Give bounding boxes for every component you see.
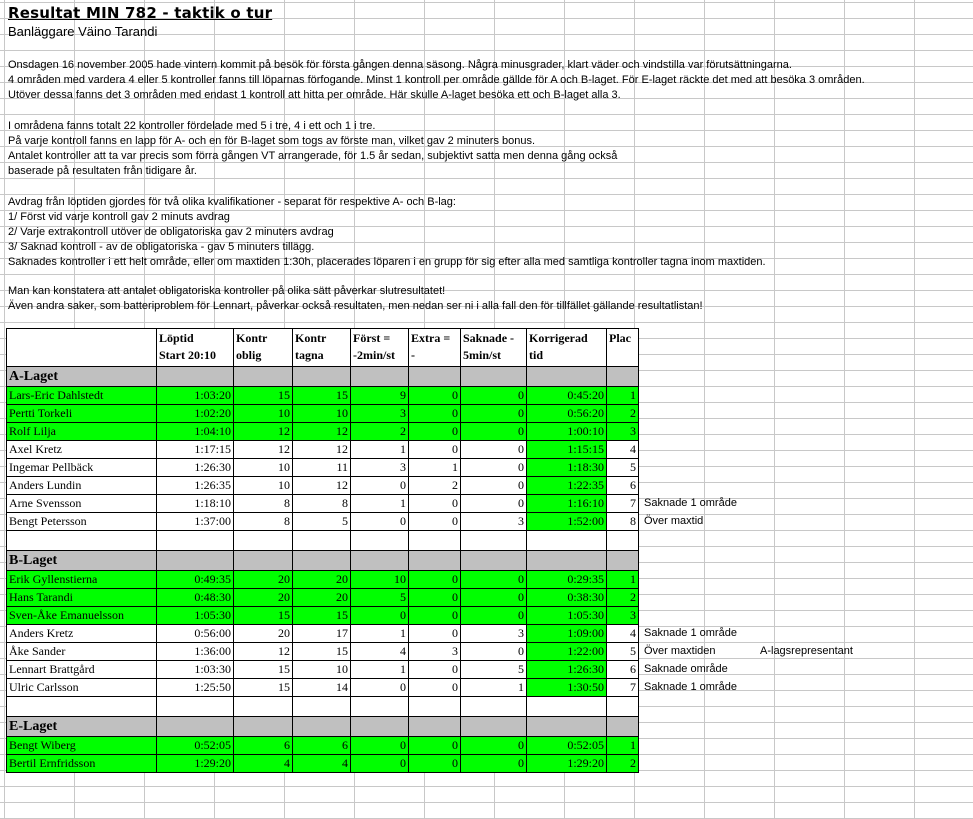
cell-plac: 7 bbox=[607, 495, 639, 513]
cell-saknade: 5 bbox=[461, 661, 527, 679]
group-header-cell bbox=[234, 717, 293, 737]
cell-plac: 3 bbox=[607, 607, 639, 625]
cell-extra: 1 bbox=[409, 459, 461, 477]
column-header-line: oblig bbox=[236, 348, 262, 362]
group-header-cell bbox=[607, 367, 639, 387]
controls-line: Antalet kontroller att ta var precis som förra gången VT arrangerade, för 1.5 år sedan, subjektivt satta men denna gång också bbox=[8, 150, 618, 162]
cell-tagna: 17 bbox=[293, 625, 351, 643]
cell-oblig: 8 bbox=[234, 495, 293, 513]
group-header-row bbox=[7, 717, 639, 737]
cell-forst: 0 bbox=[351, 737, 409, 755]
cell-forst: 1 bbox=[351, 625, 409, 643]
group-header-cell bbox=[607, 717, 639, 737]
page-subtitle: Banläggare Väino Tarandi bbox=[8, 24, 158, 39]
group-header-cell bbox=[461, 717, 527, 737]
cell-plac: 5 bbox=[607, 643, 639, 661]
table-row bbox=[7, 387, 639, 405]
cell-saknade: 0 bbox=[461, 737, 527, 755]
cell-extra: 0 bbox=[409, 661, 461, 679]
page-title: Resultat MIN 782 - taktik o tur bbox=[8, 4, 273, 22]
spacer-cell bbox=[461, 697, 527, 717]
cell-extra: 0 bbox=[409, 405, 461, 423]
cell-extra: 0 bbox=[409, 387, 461, 405]
group-header-cell bbox=[527, 551, 607, 571]
column-header bbox=[234, 329, 293, 367]
cell-forst: 9 bbox=[351, 387, 409, 405]
deductions-line: 3/ Saknad kontroll - av de obligatoriska - gav 5 minuters tillägg. bbox=[8, 241, 315, 253]
intro-paragraph bbox=[8, 58, 865, 103]
cell-saknade: 0 bbox=[461, 477, 527, 495]
cell-plac: 3 bbox=[607, 423, 639, 441]
cell-name: Arne Svensson bbox=[7, 495, 157, 513]
cell-tagna: 11 bbox=[293, 459, 351, 477]
cell-korr: 1:52:00 bbox=[527, 513, 607, 531]
cell-plac: 6 bbox=[607, 661, 639, 679]
cell-extra: 0 bbox=[409, 513, 461, 531]
table-row bbox=[7, 571, 639, 589]
cell-forst: 0 bbox=[351, 679, 409, 697]
cell-tagna: 15 bbox=[293, 387, 351, 405]
group-header-cell bbox=[409, 367, 461, 387]
cell-forst: 0 bbox=[351, 513, 409, 531]
cell-forst: 3 bbox=[351, 459, 409, 477]
cell-forst: 0 bbox=[351, 477, 409, 495]
cell-oblig: 10 bbox=[234, 459, 293, 477]
group-name: B-Laget bbox=[7, 551, 157, 571]
cell-korr: 1:16:10 bbox=[527, 495, 607, 513]
cell-time: 0:48:30 bbox=[157, 589, 234, 607]
group-name: A-Laget bbox=[7, 367, 157, 387]
cell-oblig: 12 bbox=[234, 423, 293, 441]
cell-time: 1:18:10 bbox=[157, 495, 234, 513]
spacer-cell bbox=[7, 697, 157, 717]
cell-name: Erik Gyllenstierna bbox=[7, 571, 157, 589]
column-header-line: Saknade - bbox=[463, 331, 515, 345]
table-row bbox=[7, 441, 639, 459]
cell-oblig: 6 bbox=[234, 737, 293, 755]
spacer-cell bbox=[607, 531, 639, 551]
table-row bbox=[7, 755, 639, 773]
spacer-cell bbox=[409, 531, 461, 551]
table-row bbox=[7, 607, 639, 625]
group-header-row bbox=[7, 551, 639, 571]
cell-plac: 2 bbox=[607, 405, 639, 423]
column-header bbox=[157, 329, 234, 367]
cell-extra: 0 bbox=[409, 441, 461, 459]
spacer-cell bbox=[7, 531, 157, 551]
cell-extra: 2 bbox=[409, 477, 461, 495]
cell-tagna: 10 bbox=[293, 661, 351, 679]
cell-extra: 0 bbox=[409, 423, 461, 441]
results-body bbox=[7, 367, 639, 773]
column-header bbox=[409, 329, 461, 367]
table-header-row bbox=[7, 329, 639, 367]
group-header-cell bbox=[527, 717, 607, 737]
cell-korr: 0:56:20 bbox=[527, 405, 607, 423]
deductions-line: Avdrag från löptiden gjordes för två olika kvalifikationer - separat för respektive A- och B-lag: bbox=[8, 196, 456, 208]
cell-korr: 0:38:30 bbox=[527, 589, 607, 607]
column-header bbox=[527, 329, 607, 367]
cell-time: 0:56:00 bbox=[157, 625, 234, 643]
row-note: Saknade område bbox=[644, 663, 728, 675]
cell-forst: 10 bbox=[351, 571, 409, 589]
column-header-line: -2min/st bbox=[353, 348, 395, 362]
controls-line: I områdena fanns totalt 22 kontroller fördelade med 5 i tre, 4 i ett och 1 i tre. bbox=[8, 120, 376, 132]
cell-plac: 6 bbox=[607, 477, 639, 495]
spacer-cell bbox=[351, 531, 409, 551]
cell-plac: 7 bbox=[607, 679, 639, 697]
cell-tagna: 15 bbox=[293, 643, 351, 661]
cell-saknade: 0 bbox=[461, 441, 527, 459]
controls-paragraph bbox=[8, 119, 617, 179]
cell-time: 1:37:00 bbox=[157, 513, 234, 531]
cell-oblig: 15 bbox=[234, 607, 293, 625]
closing-paragraph bbox=[8, 284, 703, 314]
deductions-line: 1/ Först vid varje kontroll gav 2 minuts avdrag bbox=[8, 211, 230, 223]
cell-forst: 0 bbox=[351, 755, 409, 773]
group-header-cell bbox=[157, 367, 234, 387]
cell-saknade: 3 bbox=[461, 513, 527, 531]
cell-korr: 1:00:10 bbox=[527, 423, 607, 441]
cell-korr: 1:05:30 bbox=[527, 607, 607, 625]
column-header bbox=[461, 329, 527, 367]
cell-tagna: 20 bbox=[293, 571, 351, 589]
spacer-row bbox=[7, 531, 639, 551]
spacer-cell bbox=[234, 697, 293, 717]
column-header-line: Kontr bbox=[236, 331, 268, 345]
cell-time: 1:17:15 bbox=[157, 441, 234, 459]
column-header bbox=[351, 329, 409, 367]
group-header-cell bbox=[461, 551, 527, 571]
cell-oblig: 8 bbox=[234, 513, 293, 531]
cell-oblig: 20 bbox=[234, 589, 293, 607]
cell-time: 1:26:30 bbox=[157, 459, 234, 477]
cell-oblig: 15 bbox=[234, 387, 293, 405]
cell-tagna: 15 bbox=[293, 607, 351, 625]
cell-tagna: 14 bbox=[293, 679, 351, 697]
cell-name: Anders Kretz bbox=[7, 625, 157, 643]
cell-korr: 0:29:35 bbox=[527, 571, 607, 589]
cell-plac: 4 bbox=[607, 625, 639, 643]
table-row bbox=[7, 643, 639, 661]
controls-line: På varje kontroll fanns en lapp för A- och en för B-laget som togs av förste man, vilket gav 2 minuters bonus. bbox=[8, 135, 536, 147]
cell-tagna: 6 bbox=[293, 737, 351, 755]
cell-tagna: 12 bbox=[293, 477, 351, 495]
group-header-cell bbox=[293, 717, 351, 737]
deductions-line: 2/ Varje extrakontroll utöver de obligatoriska gav 2 minuters avdrag bbox=[8, 226, 334, 238]
cell-plac: 1 bbox=[607, 737, 639, 755]
table-row bbox=[7, 625, 639, 643]
cell-forst: 4 bbox=[351, 643, 409, 661]
deductions-paragraph bbox=[8, 195, 766, 270]
cell-extra: 0 bbox=[409, 679, 461, 697]
cell-name: Lars-Eric Dahlstedt bbox=[7, 387, 157, 405]
cell-name: Lennart Brattgård bbox=[7, 661, 157, 679]
spacer-cell bbox=[293, 531, 351, 551]
results-table bbox=[6, 328, 639, 773]
cell-oblig: 10 bbox=[234, 477, 293, 495]
table-row bbox=[7, 737, 639, 755]
cell-korr: 1:29:20 bbox=[527, 755, 607, 773]
table-row bbox=[7, 679, 639, 697]
cell-saknade: 0 bbox=[461, 495, 527, 513]
cell-korr: 1:09:00 bbox=[527, 625, 607, 643]
cell-name: Rolf Lilja bbox=[7, 423, 157, 441]
cell-oblig: 12 bbox=[234, 441, 293, 459]
group-header-cell bbox=[234, 367, 293, 387]
intro-line: Onsdagen 16 november 2005 hade vintern kommit på besök för första gången denna säsong. Några minusgrader, klart väder och vindstilla var förutsättningarna. bbox=[8, 59, 792, 71]
group-header-cell bbox=[351, 717, 409, 737]
cell-time: 1:25:50 bbox=[157, 679, 234, 697]
group-header-cell bbox=[527, 367, 607, 387]
cell-oblig: 20 bbox=[234, 571, 293, 589]
column-header-line: 5min/st bbox=[463, 348, 502, 362]
cell-saknade: 0 bbox=[461, 423, 527, 441]
cell-korr: 0:52:05 bbox=[527, 737, 607, 755]
group-header-cell bbox=[409, 717, 461, 737]
cell-plac: 1 bbox=[607, 571, 639, 589]
cell-forst: 1 bbox=[351, 441, 409, 459]
table-row bbox=[7, 495, 639, 513]
cell-tagna: 12 bbox=[293, 423, 351, 441]
cell-plac: 2 bbox=[607, 589, 639, 607]
closing-line: Man kan konstatera att antalet obligatoriska kontroller på olika sätt påverkar slutresultatet! bbox=[8, 285, 446, 297]
cell-name: Pertti Torkeli bbox=[7, 405, 157, 423]
cell-extra: 0 bbox=[409, 625, 461, 643]
cell-saknade: 3 bbox=[461, 625, 527, 643]
group-header-cell bbox=[351, 367, 409, 387]
cell-name: Axel Kretz bbox=[7, 441, 157, 459]
column-header-line: Korrigerad bbox=[529, 331, 588, 345]
row-note-secondary: A-lagsrepresentant bbox=[760, 645, 853, 657]
group-header-cell bbox=[293, 551, 351, 571]
cell-time: 1:03:30 bbox=[157, 661, 234, 679]
cell-oblig: 10 bbox=[234, 405, 293, 423]
cell-time: 1:04:10 bbox=[157, 423, 234, 441]
cell-korr: 1:22:00 bbox=[527, 643, 607, 661]
row-note: Över maxtid bbox=[644, 515, 704, 527]
spacer-cell bbox=[607, 697, 639, 717]
row-note: Över maxtiden bbox=[644, 645, 716, 657]
cell-name: Åke Sander bbox=[7, 643, 157, 661]
column-header bbox=[607, 329, 639, 367]
cell-forst: 0 bbox=[351, 607, 409, 625]
cell-tagna: 20 bbox=[293, 589, 351, 607]
cell-name: Ulric Carlsson bbox=[7, 679, 157, 697]
table-row bbox=[7, 513, 639, 531]
column-header-line: Löptid bbox=[159, 331, 194, 345]
cell-time: 0:49:35 bbox=[157, 571, 234, 589]
column-header bbox=[7, 329, 157, 367]
cell-extra: 0 bbox=[409, 737, 461, 755]
spacer-cell bbox=[157, 697, 234, 717]
column-header bbox=[293, 329, 351, 367]
table-row bbox=[7, 661, 639, 679]
column-header-line: Kontr bbox=[295, 331, 327, 345]
group-header-cell bbox=[607, 551, 639, 571]
group-header-cell bbox=[234, 551, 293, 571]
cell-korr: 1:30:50 bbox=[527, 679, 607, 697]
cell-name: Bengt Petersson bbox=[7, 513, 157, 531]
cell-oblig: 12 bbox=[234, 643, 293, 661]
cell-time: 0:52:05 bbox=[157, 737, 234, 755]
cell-name: Anders Lundin bbox=[7, 477, 157, 495]
table-row bbox=[7, 589, 639, 607]
spacer-cell bbox=[527, 531, 607, 551]
cell-time: 1:26:35 bbox=[157, 477, 234, 495]
cell-extra: 0 bbox=[409, 589, 461, 607]
spacer-cell bbox=[234, 531, 293, 551]
cell-name: Sven-Åke Emanuelsson bbox=[7, 607, 157, 625]
column-header-line: tagna bbox=[295, 348, 324, 362]
cell-tagna: 8 bbox=[293, 495, 351, 513]
cell-saknade: 0 bbox=[461, 643, 527, 661]
cell-tagna: 10 bbox=[293, 405, 351, 423]
group-header-cell bbox=[461, 367, 527, 387]
cell-oblig: 15 bbox=[234, 679, 293, 697]
column-header-line: tid bbox=[529, 348, 544, 362]
cell-name: Bengt Wiberg bbox=[7, 737, 157, 755]
spacer-cell bbox=[293, 697, 351, 717]
cell-extra: 0 bbox=[409, 607, 461, 625]
cell-plac: 2 bbox=[607, 755, 639, 773]
row-note: Saknade 1 område bbox=[644, 681, 737, 693]
column-header-line: Extra = bbox=[411, 331, 451, 345]
cell-time: 1:03:20 bbox=[157, 387, 234, 405]
table-row bbox=[7, 477, 639, 495]
controls-line: baserade på resultaten från tidigare år. bbox=[8, 165, 197, 177]
cell-saknade: 0 bbox=[461, 589, 527, 607]
cell-saknade: 0 bbox=[461, 387, 527, 405]
intro-line: Utöver dessa fanns det 3 områden med endast 1 kontroll att hitta per område. Här skulle A-laget besöka ett och B-laget alla 3. bbox=[8, 89, 621, 101]
cell-tagna: 12 bbox=[293, 441, 351, 459]
closing-line: Även andra saker, som batteriproblem för Lennart, påverkar också resultaten, men nedan ser ni i alla fall den för tillfället gällande resultatlistan! bbox=[8, 300, 703, 312]
cell-time: 1:36:00 bbox=[157, 643, 234, 661]
cell-oblig: 20 bbox=[234, 625, 293, 643]
cell-time: 1:29:20 bbox=[157, 755, 234, 773]
spacer-cell bbox=[157, 531, 234, 551]
spacer-cell bbox=[527, 697, 607, 717]
cell-extra: 3 bbox=[409, 643, 461, 661]
group-header-row bbox=[7, 367, 639, 387]
cell-oblig: 15 bbox=[234, 661, 293, 679]
group-header-cell bbox=[351, 551, 409, 571]
column-header-line: Först = bbox=[353, 331, 391, 345]
cell-name: Bertil Ernfridsson bbox=[7, 755, 157, 773]
cell-extra: 0 bbox=[409, 571, 461, 589]
deductions-line: Saknades kontroller i ett helt område, eller om maxtiden 1:30h, placerades löparen i en grupp för sig efter alla med samtliga kontroller tagna inom maxtiden. bbox=[8, 256, 766, 268]
cell-forst: 1 bbox=[351, 495, 409, 513]
cell-extra: 0 bbox=[409, 755, 461, 773]
cell-time: 1:02:20 bbox=[157, 405, 234, 423]
cell-forst: 1 bbox=[351, 661, 409, 679]
spacer-cell bbox=[461, 531, 527, 551]
cell-korr: 0:45:20 bbox=[527, 387, 607, 405]
cell-saknade: 0 bbox=[461, 755, 527, 773]
column-header-line: - bbox=[411, 348, 415, 362]
cell-saknade: 0 bbox=[461, 607, 527, 625]
cell-korr: 1:26:30 bbox=[527, 661, 607, 679]
cell-plac: 1 bbox=[607, 387, 639, 405]
spacer-row bbox=[7, 697, 639, 717]
cell-plac: 4 bbox=[607, 441, 639, 459]
cell-forst: 5 bbox=[351, 589, 409, 607]
group-name: E-Laget bbox=[7, 717, 157, 737]
spacer-cell bbox=[409, 697, 461, 717]
table-row bbox=[7, 405, 639, 423]
cell-name: Hans Tarandi bbox=[7, 589, 157, 607]
group-header-cell bbox=[157, 551, 234, 571]
cell-saknade: 0 bbox=[461, 459, 527, 477]
cell-tagna: 5 bbox=[293, 513, 351, 531]
group-header-cell bbox=[157, 717, 234, 737]
column-header-line: Start 20:10 bbox=[159, 348, 216, 362]
cell-saknade: 0 bbox=[461, 405, 527, 423]
spacer-cell bbox=[351, 697, 409, 717]
cell-plac: 8 bbox=[607, 513, 639, 531]
group-header-cell bbox=[409, 551, 461, 571]
cell-forst: 2 bbox=[351, 423, 409, 441]
column-header-line: Plac bbox=[609, 331, 631, 345]
cell-korr: 1:22:35 bbox=[527, 477, 607, 495]
cell-plac: 5 bbox=[607, 459, 639, 477]
cell-korr: 1:18:30 bbox=[527, 459, 607, 477]
row-note: Saknade 1 område bbox=[644, 627, 737, 639]
group-header-cell bbox=[293, 367, 351, 387]
row-note: Saknade 1 område bbox=[644, 497, 737, 509]
intro-line: 4 områden med vardera 4 eller 5 kontroller fanns till löparnas förfogande. Minst 1 kontroll per område gällde för A och B-laget. För E-laget räckte det med att besöka 3 områden. bbox=[8, 74, 865, 86]
cell-forst: 3 bbox=[351, 405, 409, 423]
cell-extra: 0 bbox=[409, 495, 461, 513]
cell-saknade: 1 bbox=[461, 679, 527, 697]
cell-time: 1:05:30 bbox=[157, 607, 234, 625]
table-row bbox=[7, 459, 639, 477]
cell-saknade: 0 bbox=[461, 571, 527, 589]
cell-name: Ingemar Pellbäck bbox=[7, 459, 157, 477]
cell-korr: 1:15:15 bbox=[527, 441, 607, 459]
table-row bbox=[7, 423, 639, 441]
cell-oblig: 4 bbox=[234, 755, 293, 773]
cell-tagna: 4 bbox=[293, 755, 351, 773]
